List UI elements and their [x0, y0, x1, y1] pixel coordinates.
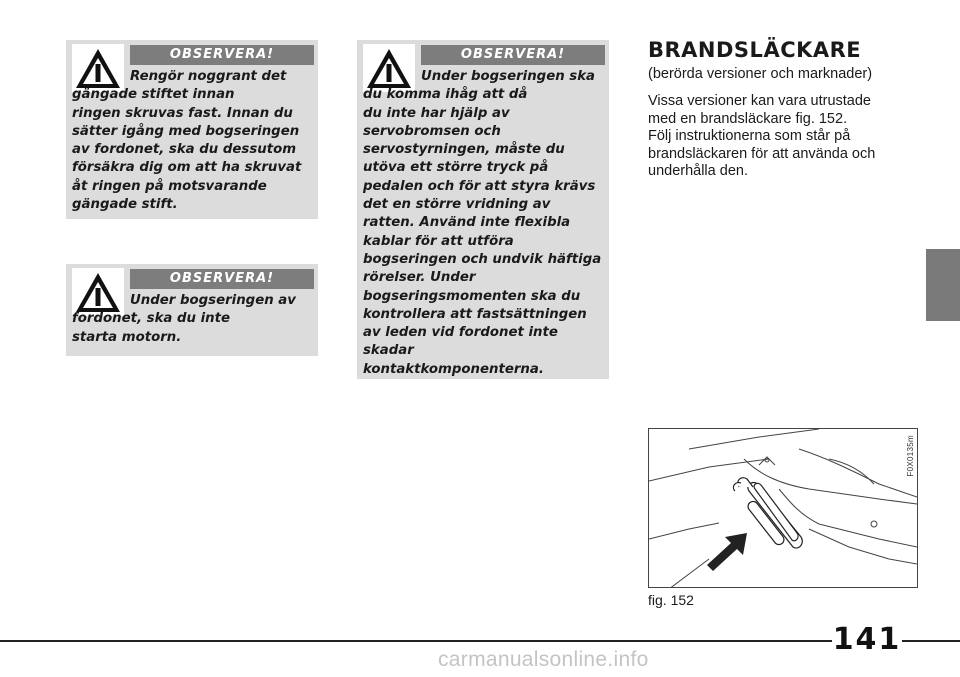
section-body: Vissa versioner kan vara utrustade med en brandsläckare fig. 152. Följ instruktionerna som står på brandsläckaren för att använda och underhålla den.: [648, 93, 876, 179]
chapter-tab: [926, 249, 960, 321]
bottom-rule: [0, 640, 960, 642]
warning-header: OBSERVERA!: [421, 45, 605, 65]
watermark: carmanualsonline.info: [438, 648, 649, 671]
warning-text: Rengör noggrant det gängade stiftet innan ringen skruvas fast. Innan du sätter igång med bogseringen av fordonet, ska du dessutom försäkra dig om att ha skruvat åt ringen på motsvarande gängade stift.: [72, 69, 302, 213]
warning-box-3: [357, 40, 609, 379]
warning-box-2: [66, 264, 318, 356]
warning-header: OBSERVERA!: [130, 269, 314, 289]
warning-text: Under bogseringen ska du komma ihåg att då du inte har hjälp av servobromsen och servostyrningen, måste du utöva ett större tryck på pedalen och för att styra krävs det en större vridning av ratten. Använd inte flexibla kablar för att utföra bogseringen och undvik häftiga rörelser. Under bogseringsmomenten ska du kontrollera att fastsättningen av leden vid fordonet inte skadar kontaktkomponenterna.: [363, 69, 602, 377]
figure-152: [648, 428, 918, 588]
figure-caption: fig. 152: [648, 592, 694, 608]
figure-code: F0X0135m: [906, 435, 915, 477]
fire-extinguisher-illustration: [649, 429, 918, 588]
warning-box-1: [66, 40, 318, 219]
warning-header: OBSERVERA!: [130, 45, 314, 65]
section-subtitle: (berörda versioner och marknader): [648, 66, 873, 82]
page-number: 141: [832, 620, 902, 660]
section-title: BRANDSLÄCKARE: [648, 38, 862, 62]
warning-text: Under bogseringen av fordonet, ska du inte starta motorn.: [72, 293, 296, 345]
